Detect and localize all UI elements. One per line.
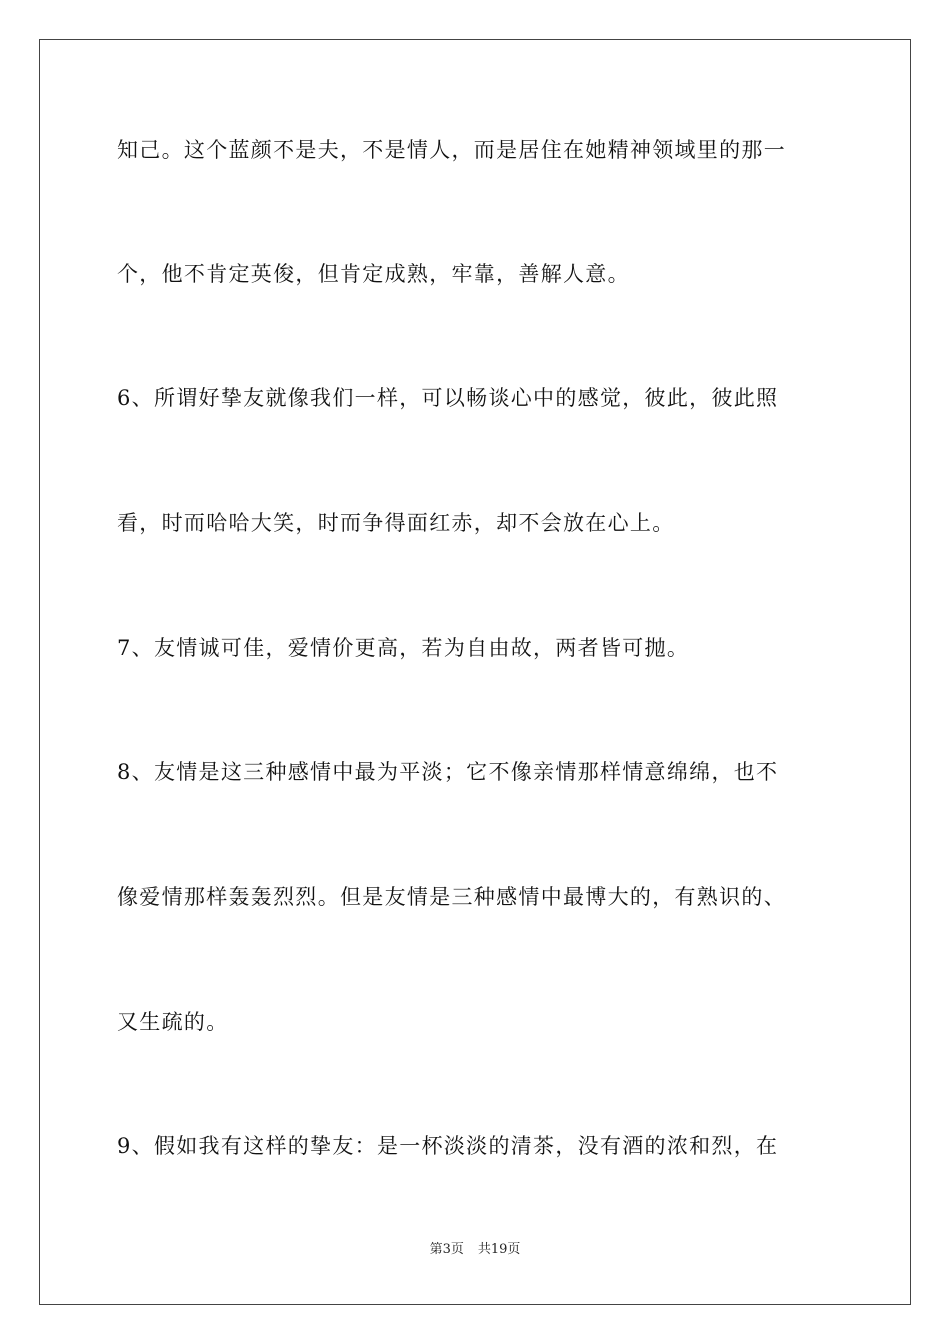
text-line: 9、假如我有这样的挚友：是一杯淡淡的清茶，没有酒的浓和烈，在 <box>117 1134 779 1158</box>
page-total: 共19页 <box>477 1242 521 1257</box>
text-line: 知己。这个蓝颜不是夫，不是情人，而是居住在她精神领域里的那一 <box>117 138 786 162</box>
page-border <box>39 39 911 1305</box>
page-number: 第3页 <box>429 1242 464 1257</box>
text-line: 个，他不肯定英俊，但肯定成熟，牢靠，善解人意。 <box>117 262 630 286</box>
text-line: 8、友情是这三种感情中最为平淡；它不像亲情那样情意绵绵，也不 <box>117 760 779 784</box>
text-line: 看，时而哈哈大笑，时而争得面红赤，却不会放在心上。 <box>117 511 675 535</box>
page-footer <box>0 1241 950 1259</box>
text-line: 7、友情诚可佳，爱情价更高，若为自由故，两者皆可抛。 <box>117 636 690 660</box>
text-line: 又生疏的。 <box>117 1010 229 1034</box>
text-line: 6、所谓好挚友就像我们一样，可以畅谈心中的感觉，彼此，彼此照 <box>117 386 779 410</box>
text-line: 像爱情那样轰轰烈烈。但是友情是三种感情中最博大的，有熟识的、 <box>117 885 786 909</box>
